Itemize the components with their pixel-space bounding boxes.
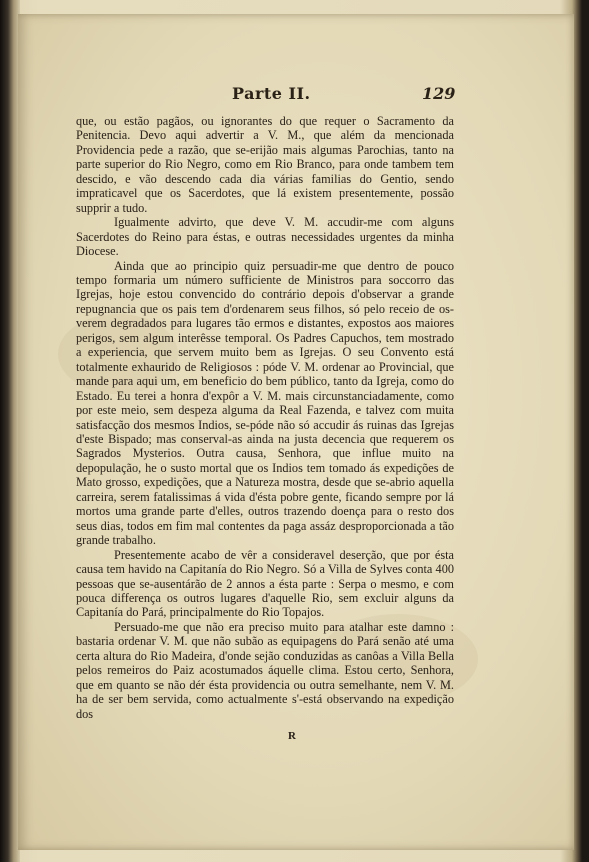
- paragraph: que, ou estão pagãos, ou ignorantes do que requer o Sacramento da Penitencia. Devo aqui advertir a V. M., que além da mencionada Providencia pede a razão, que se-erijão mais algumas Parochias, tanto na parte superior do Rio Negro, como em Rio Branco, para onde tambem tem descido, e vão descendo cada dia várias familias do Gentio, sendo impraticavel que os Sacerdotes, que lá existem presentemente, possão supprir a tudo.: [76, 114, 454, 215]
- signature-mark: R: [288, 730, 296, 742]
- book-gutter: [0, 0, 20, 862]
- running-title: Parte II.: [232, 84, 311, 103]
- paragraph: Presentemente acabo de vêr a consideravel deserção, que por ésta causa tem havido na Capitanía do Rio Negro. Só a Villa de Sylves conta 400 pessoas que se-ausentárão de 2 annos a ésta parte : Serpa o mesmo, e com pouca differença os outros lugares d'aquelle Rio, sem excluir alguns da Capitanía do Pará, principalmente do Rio Topajos.: [76, 547, 454, 620]
- paragraph: Igualmente advirto, que deve V. M. accudir-me com alguns Sacerdotes do Reino para éstas, e outras necessidades urgentes da minha Diocese.: [76, 215, 454, 259]
- paragraph: Persuado-me que não era preciso muito para atalhar este damno : bastaria ordenar V. M. que não subão as equipagens do Pará senão até uma certa altura do Rio Madeira, d'onde sejão conduzidas as canôas a Villa Bella pelos remeiros do Paiz acostumados áquelle clima. Estou certo, Senhora, que em quanto se não dér ésta providencia ou outra semelhante, nem V. M. ha de ser bem servida, como actualmente s'-está observando na expedição dos: [76, 619, 454, 721]
- page-header: [0, 84, 589, 108]
- body-text: [76, 114, 454, 721]
- paragraph: Ainda que ao principio quiz persuadir-me que dentro de pouco tempo formaria um número sufficiente de Ministros para soccorro das Igrejas, hoje estou convencido do contrário depois d'observar a grande repugnancia que os pais tem d'ordenarem seus filhos, só pelo receio de os-verem degradados para lugares tão ermos e distantes, expostos aos maiores perigos, sem algum interêsse temporal. Os Padres Capuchos, tem mostrado a experiencia, que servem muito bem as Igrejas. O seu Convento está totalmente exhaurido de Religiosos : póde V. M. ordenar ao Provincial, que mande para aqui um, em beneficio do bem público, tanto da Igreja, como do Estado. Eu terei a honra d'expôr a V. M. mais circunstanciadamente, como por este meio, sem despeza alguma da Real Fazenda, e talvez com muita satisfacção dos mesmos Indios, se-póde não só accudir ás ruinas das Igrejas d'este Bispado; mas conserval-as ainda na justa decencia que requerem os Sagrados Mysterios. Outra causa, Senhora, que influe muito na depopulação, he o susto mortal que os Indios tem tomado ás expedições de Mato grosso, expedições, que a Natureza mostra, desde que se-abrio aquella carreira, serem fatalissimas á vida d'ésta pobre gente, ficando sempre por lá mortos uma grande parte d'elles, outros trazendo doença para o resto dos seus dias, todos em fim mal contentes da paga assáz desproporcionada a tão grande trabalho.: [76, 258, 454, 548]
- page-number: 129: [422, 84, 456, 103]
